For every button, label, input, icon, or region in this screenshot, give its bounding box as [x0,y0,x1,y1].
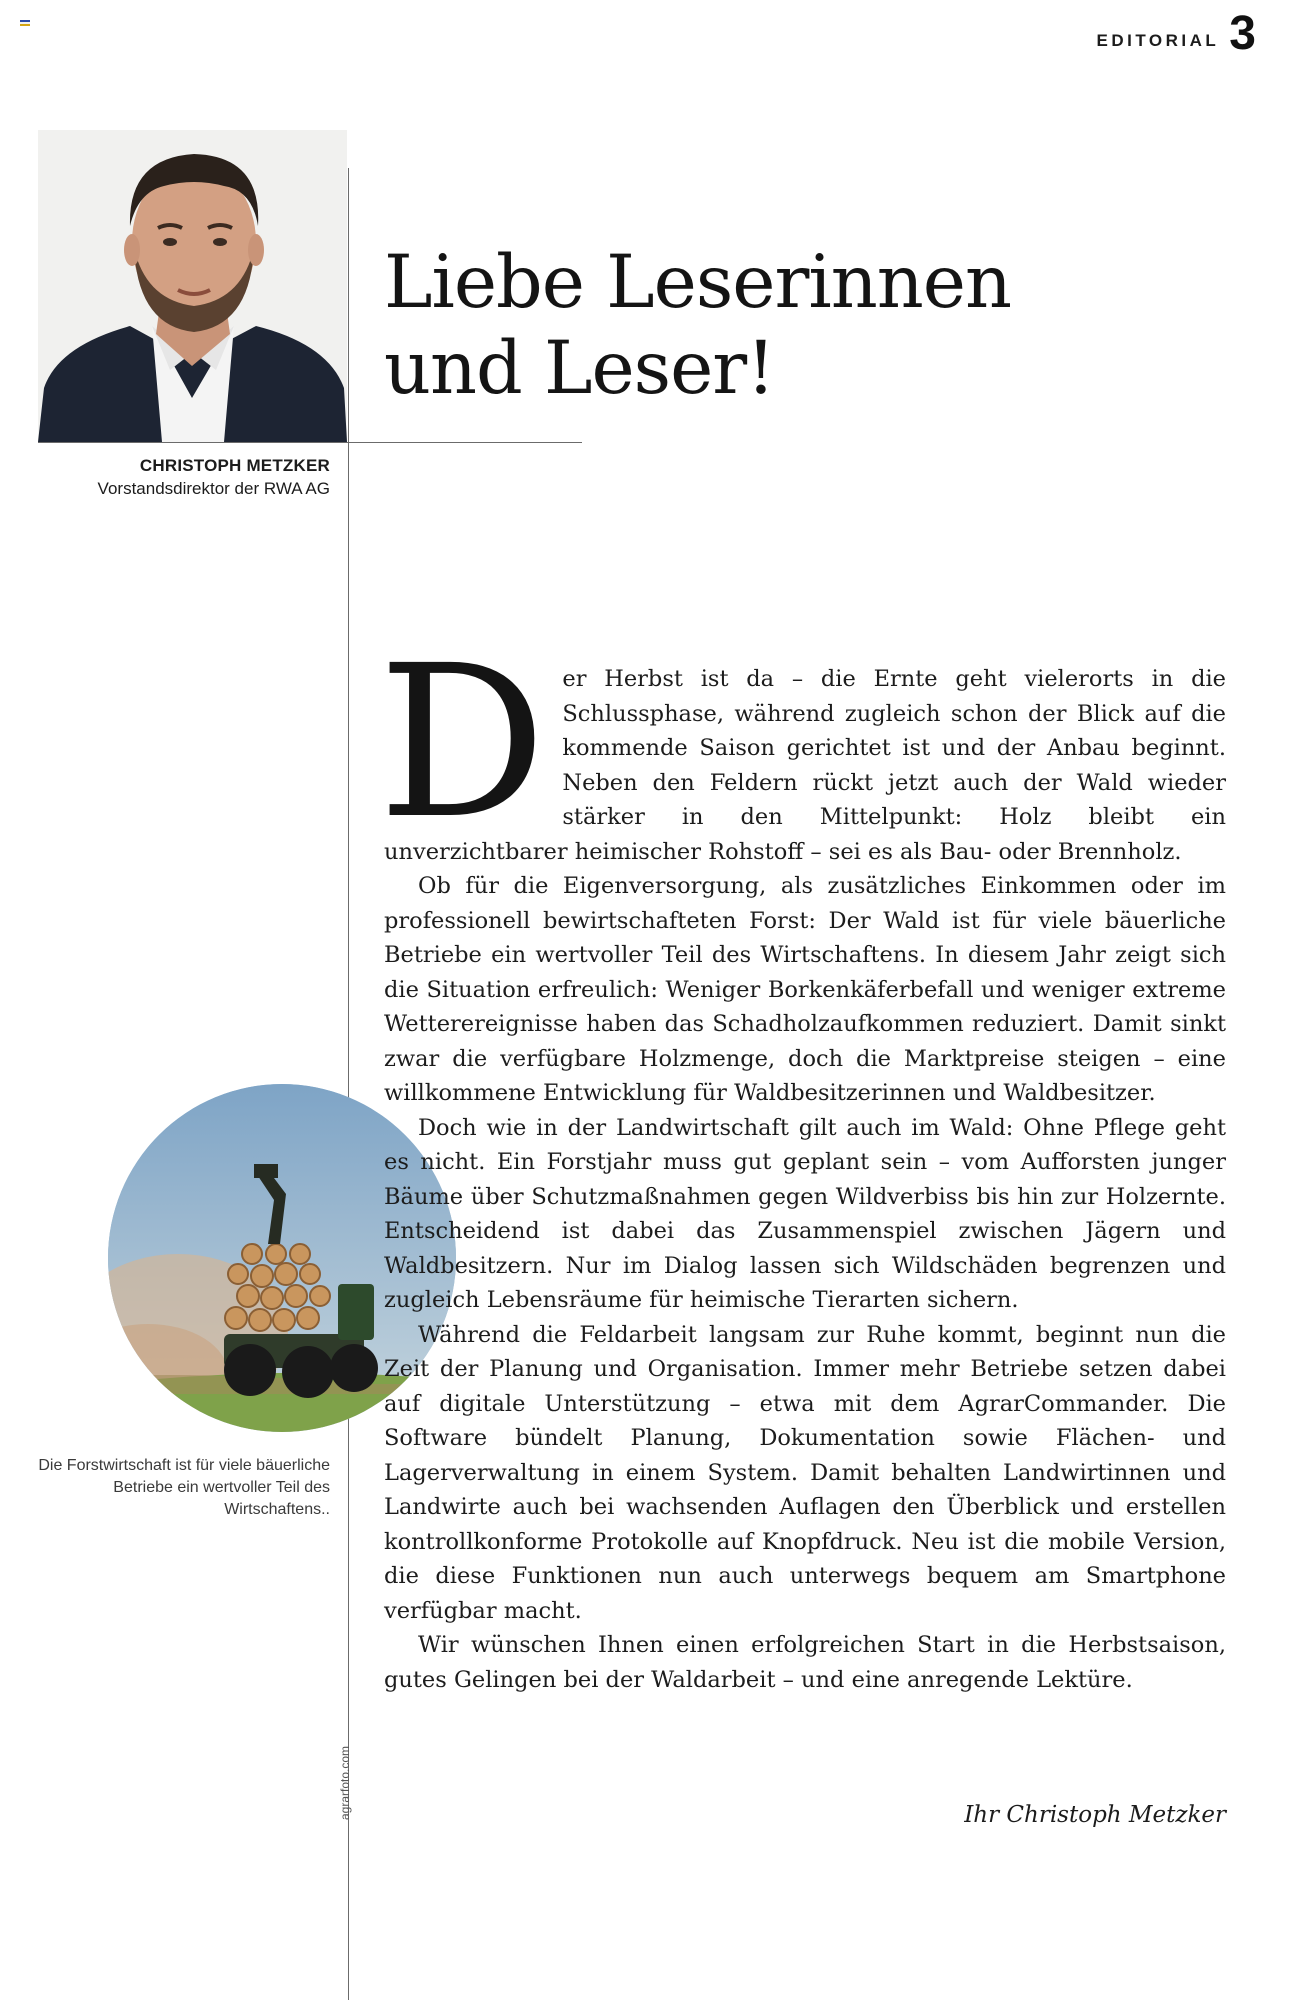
paragraph-4: Während die Feldarbeit langsam zur Ruhe kommt, beginnt nun die Zeit der Planung und Organisation. Immer mehr Betriebe setzen dabei auf digitale Unterstützung – etwa mit dem AgrarCommander. Die Software bündelt Planung, Dokumentation sowie Flächen- und Lagerverwaltung in einem System. Damit behalten Landwirtinnen und Landwirte auch bei wachsenden Auflagen den Überblick und erstellen kontrollkonforme Protokolle auf Knopfdruck. Neu ist die mobile Version, die diese Funktionen nun auch unterwegs bequem am Smartphone verfügbar macht. [384,1321,1226,1624]
headline-line-2: und Leser! [384,326,775,411]
drop-cap: D [378,620,547,865]
flag-icon [20,20,30,26]
author-role: Vorstandsdirektor der RWA AG [97,479,330,498]
horizontal-divider [38,442,582,443]
article-body [378,620,1226,1697]
paragraph-5: Wir wünschen Ihnen einen erfolgreichen Start in die Herbstsaison, gutes Gelingen bei der Waldarbeit – und eine anregende Lektüre. [384,1632,1226,1693]
page-number: 3 [1229,7,1256,60]
headline [384,240,1084,412]
author-name: CHRISTOPH METZKER [139,456,330,475]
author-portrait [38,130,347,442]
page-header [1096,7,1256,60]
section-title: EDITORIAL [1096,31,1220,50]
headline-line-1: Liebe Leserinnen [384,240,1011,325]
paragraph-2: Ob für die Eigenversorgung, als zusätzliches Einkommen oder im professionell bewirtschafteten Forst: Der Wald ist für viele bäuerliche Betriebe ein wertvoller Teil des Wirtschaftens. In diesem Jahr zeigt sich die Situation erfreulich: Weniger Borkenkäferbefall und weniger extreme Wetterereignisse haben das Schadholzaufkommen reduziert. Damit sinkt zwar die verfügbare Holzmenge, doch die Marktpreise steigen – eine willkommene Entwicklung für Waldbesitzerinnen und Waldbesitzer. [384,873,1226,1106]
photo-caption: Die Forstwirtschaft ist für viele bäuerliche Betriebe ein wertvoller Teil des Wirtschaftens.. [38,1457,330,1518]
paragraph-1: er Herbst ist da – die Ernte geht vielerorts in die Schlussphase, während zugleich schon der Blick auf die kommende Saison gerichtet ist und der Anbau beginnt. Neben den Feldern rückt jetzt auch der Wald wieder stärker in den Mittelpunkt: Holz bleibt ein unverzichtbarer heimischer Rohstoff – sei es als Bau- oder Brennholz. [384,666,1226,865]
paragraph-3: Doch wie in der Landwirtschaft gilt auch im Wald: Ohne Pflege geht es nicht. Ein Forstjahr muss gut geplant sein – vom Aufforsten junger Bäume über Schutzmaßnahmen gegen Wildverbiss bis hin zur Holzernte. Entscheidend ist dabei das Zusammenspiel zwischen Jägern und Waldbesitzern. Nur im Dialog lassen sich Wildschäden begrenzen und zugleich Lebensräume für heimische Tierarten sichern. [384,1114,1226,1313]
signature: Ihr Christoph Metzker [964,1802,1226,1828]
photo-credit: agrarfoto.com [338,1745,352,1820]
